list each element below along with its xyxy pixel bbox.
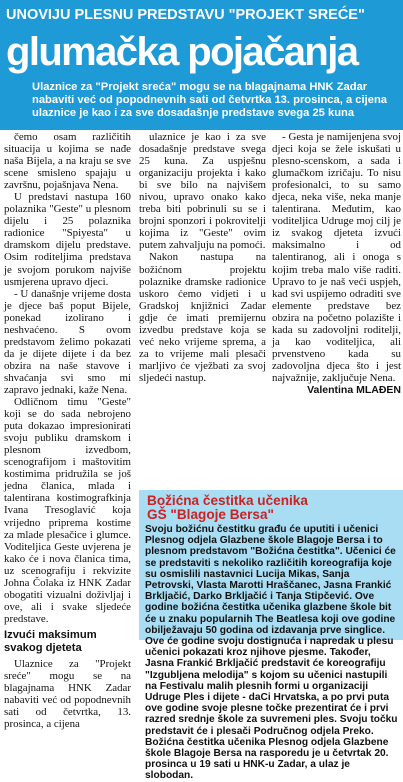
paragraph: čemo osam različitih situacija u kojima se nađe naša Bijela, a na kraju se sve scene smisleno spajaju u završnu, pojašnjava Nena. bbox=[4, 131, 131, 192]
author-byline: Valentina MLAĐEN bbox=[307, 383, 401, 396]
subheading: Izvući maksimum svakog djeteta bbox=[4, 628, 97, 654]
column-2 bbox=[139, 131, 266, 487]
article-headline: glumačka pojačanja bbox=[0, 30, 403, 78]
paragraph: ulaznice je kao i za sve dosadašnje predstave svega 25 kuna. Za uspješnu organizaciju projekta i kako bi sve bilo na najvišem nivou, upravo onako kako treba biti pobrinuli su se i brojni sponzori i pokrovitelji kojima iz "Geste" ovim putem zahvaljuju na pomoći. bbox=[139, 131, 266, 252]
paragraph: - Gesta je namijenjena svoj djeci koja se žele iskušati u plesno-scenskom, a sada i glumačkom izričaju. To nisu profesionalci, to su samo djeca, neka više, neka manje talentirana. Međutim, kao voditeljica Udruge moj cilj je iz svakog djeteta izvući maksimalno i od talentiranog, ali i onoga s kojim treba malo više raditi. Upravo to je naš veći uspjeh, kad svi uspijemo odraditi sve elemente predstave bez obzira na početno polazište i kada su zadovoljni roditelji, ja kao voditeljica, ali prvenstveno kada su zadovoljna djeca što i jest najvažnije, zaključuje Nena. bbox=[272, 131, 401, 384]
box-body: Svoju božićnu čestitku građu će uputiti i učenici Plesnog odjela Glazbene škole Blagoje Bersa i to plesnom predstavom "Božićna čestitka". Učenici će se predstaviti s nekoliko različitih koreografija koje su osmislili nastavnici Lucija Mikas, Sanja Petrovski, Vlasta Marotti Hraščanec, Jasna Frankić Brkljačić, Darko Brkljačić i Tanja Stipčević. Ove godine božićna čestitka učenika glazbene škole bit će u znaku popularnih The Beatlesa koji ove godine obilježavaju 50 godina od izdavanja prve singlice. Ove će godine svoju dostignuća i napredak u plesu učenici pokazati kroz njihove pjesme. Također, Jasna Frankić Brkljačić predstavit će koreografiju "Izgubljena melodija" s kojom su učenici nastupili na Festivalu malih plesnih formi u organizaciji Udruge Ples i dijete - daCi Hrvatska, a po prvi puta ove godine svoje plesne točke prezentirat će i prvi razred srednje škole za suvremeni ples. Svoju točku predstavit će i plesači Područnog odjela Preko. Božićna čestitka učenika Plesnog odjela Glazbene škole Blagoje Bersa na rasporedu je u četvrtak 20. prosinca u 19 sati u HNK-u Zadar, a ulaz je slobodan. bbox=[145, 524, 398, 782]
article-lead: Ulaznice za "Projekt sreća" mogu se na blagajnama HNK Zadar nabaviti već od popodnevnih sati od četvrtka 13. prosinca, a cijena ulaznice je kao i za sve dosadašnje predstave svega 25 kuna bbox=[0, 78, 403, 130]
box-title bbox=[139, 490, 403, 522]
sidebar-box bbox=[139, 490, 403, 782]
paragraph: Odličnom timu "Geste" koji se do sada nebrojeno puta dokazao impresionirati svoju publiku dramskom i plesnom izvedbom, scenografijom i maštovitim kostimima pridružila se još jedna članica, mlada i talentirana kostimografkinja Ivana Tresoglavić koja vrijedno priprema kostime za mlade plesačice i glumce. Voditeljica Geste uvjerena je kako će i nova članica tima, uz scenografiju i rekvizite Johna Čolaka iz HNK Zadar obogatiti vizualni doživljaj i ove, ali i svake sljedeće predstave. bbox=[4, 396, 131, 625]
column-3 bbox=[272, 131, 401, 487]
paragraph: Nakon nastupa na božićnom projektu polaznike dramske radionice uskoro ćemo vidjeti i u Gradskoj knjižnici Zadar gdje će imati premijernu izvedbu predstave koja se već neko vrijeme sprema, a za to vrijeme mali plesači marljivo će vježbati za svoj sljedeći nastup. bbox=[139, 251, 266, 384]
column-1 bbox=[4, 131, 131, 731]
box-title-line-2: GŠ "Blagoje Bersa" bbox=[147, 507, 274, 522]
paragraph: Ulaznice za "Projekt sreće" mogu se na blagajnama HNK Zadar nabaviti već od popodnevnih sati od četvrtka, 13. prosinca, a cijena bbox=[4, 657, 131, 731]
paragraph: U predstavi nastupa 160 polaznika "Geste" u plesnom dijelu i 25 polaznika radionice "Spiyesta" u dramskom dijelu predstave. Osim roditeljima predstava je svojom porukom najviše usmjerena upravo djeci. bbox=[4, 191, 131, 288]
box-title-line-1: Božićna čestitka učenika bbox=[147, 493, 308, 508]
article-kicker: UNOVIJU PLESNU PREDSTAVU "PROJEKT SREĆE" bbox=[0, 0, 403, 30]
paragraph: - U današnje vrijeme dosta je djece baš poput Bijele, ponekad izolirano i neshvaćeno. S ovom predstavom želimo pokazati da je dijete dijete i da bez obzira na naše stavove i shvaćanja svi smo mi zapravo jednaki, kaže Nena. bbox=[4, 287, 131, 396]
